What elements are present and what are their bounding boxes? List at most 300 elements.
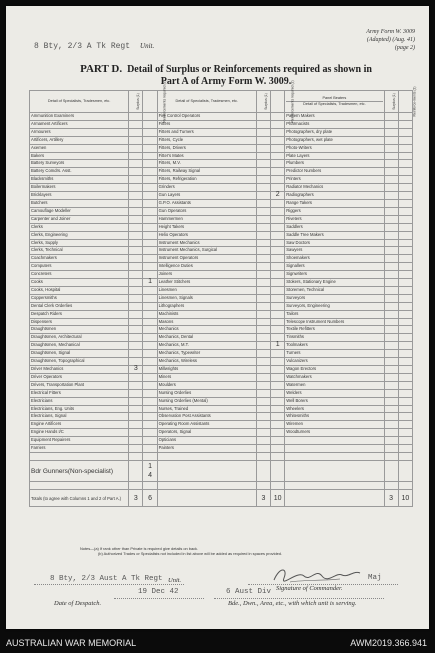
- surplus-value: [384, 366, 398, 374]
- specialist-name: Wiremen: [285, 421, 384, 429]
- specialist-name: Shoemakers: [285, 255, 384, 263]
- specialist-name: Engine Artificers: [30, 421, 129, 429]
- reinforcement-value: [271, 302, 285, 310]
- table-row: [30, 247, 413, 255]
- reinforcement-value: [143, 168, 157, 176]
- specialist-name: Watchmakers: [285, 373, 384, 381]
- surplus-value: [256, 389, 270, 397]
- table-row: [30, 271, 413, 279]
- surplus-value: [129, 255, 143, 263]
- form-ref-line3: (page 2): [394, 45, 415, 51]
- reinforcement-value: [271, 358, 285, 366]
- surplus-value: [129, 271, 143, 279]
- surplus-value: [384, 437, 398, 445]
- reinforcement-value: [398, 279, 412, 287]
- reinforcement-value: [143, 421, 157, 429]
- reinforcement-value: [271, 286, 285, 294]
- table-row: [30, 445, 413, 453]
- specialist-name: Concreters: [30, 271, 129, 279]
- empty-cell: [256, 482, 270, 490]
- footer-right: AWM2019.366.941: [350, 638, 427, 648]
- reinforcement-value: [271, 271, 285, 279]
- reinforcement-value: [271, 231, 285, 239]
- empty-cell: [30, 452, 129, 460]
- empty-cell: [30, 482, 129, 490]
- surplus-value: [129, 334, 143, 342]
- surplus-value: [256, 294, 270, 302]
- reinforcement-value: [271, 160, 285, 168]
- reinforcement-value: [398, 334, 412, 342]
- specialist-name: Predictor Numbers: [285, 168, 384, 176]
- table-row: [30, 358, 413, 366]
- reinforcement-value: [398, 144, 412, 152]
- reinforcement-value: [398, 318, 412, 326]
- surplus-value: [256, 318, 270, 326]
- table-row: [30, 128, 413, 136]
- surplus-value: [129, 326, 143, 334]
- specialist-name: Signwriters: [285, 271, 384, 279]
- surplus-value: [129, 445, 143, 453]
- reinforcement-value: [271, 437, 285, 445]
- specialist-name: Operating Room Assistants: [157, 421, 256, 429]
- reinforcement-value: [271, 120, 285, 128]
- reinforcement-value: [143, 215, 157, 223]
- reinforcement-value: [398, 381, 412, 389]
- specialist-name: Artificers, Artillery: [30, 136, 129, 144]
- reinforcement-value: [271, 381, 285, 389]
- surplus-value: [384, 413, 398, 421]
- surplus-value: [384, 445, 398, 453]
- empty-cell: [256, 461, 270, 482]
- surplus-value: [256, 350, 270, 358]
- specialist-name: Turners: [285, 350, 384, 358]
- surplus-value: [384, 192, 398, 200]
- reinforcement-value: [143, 113, 157, 121]
- specialist-name: Saddlers: [285, 223, 384, 231]
- reinforcement-value: [271, 279, 285, 287]
- specialist-name: Tinsmiths: [285, 334, 384, 342]
- specialist-name: G.P.O. Assistants: [157, 199, 256, 207]
- surplus-value: 3: [129, 366, 143, 374]
- reinforcement-value: [398, 120, 412, 128]
- surplus-value: [256, 286, 270, 294]
- specialist-name: Driver Operators: [30, 373, 129, 381]
- title-line2: Part A of Army Form W. 3009.: [160, 76, 292, 87]
- surplus-value: [256, 120, 270, 128]
- surplus-value: [384, 405, 398, 413]
- surplus-value: [129, 223, 143, 231]
- specialist-name: Sawyers: [285, 247, 384, 255]
- surplus-value: [129, 136, 143, 144]
- surplus-value: [384, 144, 398, 152]
- specialist-name: Draughtsmen, Topographical: [30, 358, 129, 366]
- surplus-value: [256, 160, 270, 168]
- empty-cell: [129, 482, 143, 490]
- bdr-value: 1: [148, 463, 152, 471]
- unit-line: [34, 41, 154, 51]
- reinforcement-value: [271, 263, 285, 271]
- table-row: [30, 350, 413, 358]
- surplus-value: [256, 413, 270, 421]
- reinforcement-value: [271, 239, 285, 247]
- specialist-name: Mechanics, Dental: [157, 334, 256, 342]
- specialist-name: Armament Artificers: [30, 120, 129, 128]
- reinforcement-value: [143, 160, 157, 168]
- table-row: [30, 160, 413, 168]
- specialist-name: Nurses, Trained: [157, 405, 256, 413]
- specialist-name: Woodturners: [285, 429, 384, 437]
- surplus-value: [384, 176, 398, 184]
- reinforcement-value: [398, 152, 412, 160]
- surplus-value: [129, 120, 143, 128]
- reinforcement-value: [398, 373, 412, 381]
- reinforcement-value: [143, 120, 157, 128]
- reinforcement-value: [398, 326, 412, 334]
- reinforcement-value: [398, 263, 412, 271]
- surplus-value: [384, 421, 398, 429]
- specialist-name: Tailors: [285, 310, 384, 318]
- table-row: [30, 231, 413, 239]
- specialist-name: Dispensers: [30, 318, 129, 326]
- reinforcement-value: [398, 350, 412, 358]
- specialist-name: Photographers, dry plate: [285, 128, 384, 136]
- reinforcement-value: [398, 168, 412, 176]
- specialist-name: Fitters, M.V.: [157, 160, 256, 168]
- reinforcement-value: [271, 215, 285, 223]
- specialist-name: Mechanics: [157, 326, 256, 334]
- table-body: [30, 113, 413, 507]
- reinforcement-value: [271, 223, 285, 231]
- surplus-value: [256, 271, 270, 279]
- surplus-value: [384, 160, 398, 168]
- reinforcement-value: [271, 255, 285, 263]
- reinforcement-value: [271, 445, 285, 453]
- reinforcement-value: [271, 397, 285, 405]
- specialist-name: Printers: [285, 176, 384, 184]
- specialist-name: Electricians: [30, 397, 129, 405]
- surplus-value: [129, 413, 143, 421]
- specialist-name: Fitters, Cycle: [157, 136, 256, 144]
- reinforcement-value: [271, 318, 285, 326]
- surplus-value: [384, 326, 398, 334]
- surplus-value: [256, 223, 270, 231]
- table-row: [30, 334, 413, 342]
- unit-label: Unit.: [140, 42, 155, 50]
- specialist-name: Butchers: [30, 199, 129, 207]
- specialist-name: Vulcanizers: [285, 358, 384, 366]
- reinforcement-value: [271, 405, 285, 413]
- surplus-value: [384, 239, 398, 247]
- surplus-value: [384, 310, 398, 318]
- reinforcement-value: [143, 192, 157, 200]
- reinforcement-value: [398, 310, 412, 318]
- reinforcement-value: [143, 144, 157, 152]
- form-ref-line1: Army Form W. 3009: [366, 29, 415, 35]
- surplus-value: [256, 263, 270, 271]
- surplus-value: [384, 358, 398, 366]
- signature-block: [18, 562, 418, 612]
- unit-value: 8 Bty, 2/3 A Tk Regt: [34, 42, 131, 51]
- table-row: [30, 223, 413, 231]
- table-row: [30, 318, 413, 326]
- reinforcement-value: [398, 294, 412, 302]
- surplus-value: [384, 286, 398, 294]
- specialist-name: Radiator Mechanics: [285, 184, 384, 192]
- surplus-value: [384, 334, 398, 342]
- surplus-value: [129, 389, 143, 397]
- specialist-name: Painters: [157, 445, 256, 453]
- surplus-value: [256, 381, 270, 389]
- surplus-value: [129, 215, 143, 223]
- reinforcement-value: [271, 429, 285, 437]
- table-header-row: [30, 91, 413, 113]
- reinforcement-value: [271, 128, 285, 136]
- surplus-value: [129, 207, 143, 215]
- total-surplus: 3: [256, 490, 270, 507]
- specialist-name: Computers: [30, 263, 129, 271]
- reinforcement-value: [398, 160, 412, 168]
- specialist-name: Intelligence Duties: [157, 263, 256, 271]
- reinforcement-value: [398, 421, 412, 429]
- surplus-value: [256, 405, 270, 413]
- specialist-name: Bricklayers: [30, 192, 129, 200]
- empty-cell: [157, 490, 256, 507]
- title-line1: Detail of Surplus or Reinforcements required as shown in: [127, 64, 372, 75]
- reinforcement-value: [398, 128, 412, 136]
- surplus-value: [256, 176, 270, 184]
- table-row: [30, 279, 413, 287]
- specialist-name: Clerks, Engineering: [30, 231, 129, 239]
- reinforcement-value: [271, 144, 285, 152]
- surplus-value: [384, 231, 398, 239]
- surplus-value: [384, 318, 398, 326]
- surplus-value: [256, 334, 270, 342]
- surplus-value: [384, 342, 398, 350]
- reinforcement-value: [143, 286, 157, 294]
- reinforcement-value: [143, 429, 157, 437]
- surplus-value: [256, 366, 270, 374]
- surplus-value: [129, 302, 143, 310]
- specialist-name: Photographers, wet plate: [285, 136, 384, 144]
- specialist-name: Plumbers: [285, 160, 384, 168]
- surplus-value: [256, 136, 270, 144]
- total-reinforcement: 6: [143, 490, 157, 507]
- reinforcement-value: [271, 413, 285, 421]
- reinforcement-value: [398, 342, 412, 350]
- totals-label: Totals (to agree with Columns 1 and 2 of Part A.): [30, 490, 129, 507]
- reinforcement-value: [271, 373, 285, 381]
- total-reinforcement: 10: [271, 490, 285, 507]
- reinforcement-value: [398, 358, 412, 366]
- surplus-value: [256, 279, 270, 287]
- header-specialists-1: Detail of Specialists, Tradesmen, etc.: [30, 91, 129, 113]
- empty-cell: [384, 482, 398, 490]
- reinforcement-value: 1: [271, 342, 285, 350]
- reinforcement-value: 1: [143, 279, 157, 287]
- reinforcement-value: [271, 113, 285, 121]
- specialist-name: Mechanics, Typewriter: [157, 350, 256, 358]
- header-surplus-3: Surplus (1): [384, 91, 398, 113]
- table-row: [30, 176, 413, 184]
- total-surplus: 3: [384, 490, 398, 507]
- specialist-name: Toolmakers: [285, 342, 384, 350]
- specialist-name: Helio Operators: [157, 231, 256, 239]
- surplus-value: [129, 397, 143, 405]
- specialist-name: [285, 445, 384, 453]
- reinforcement-value: [271, 389, 285, 397]
- reinforcement-value: [143, 326, 157, 334]
- specialist-name: Armourers: [30, 128, 129, 136]
- specialist-name: Carpenter and Joiner: [30, 215, 129, 223]
- surplus-value: [384, 247, 398, 255]
- specialist-name: Telescope Instrument Numbers: [285, 318, 384, 326]
- specialist-name: Gun Operators: [157, 207, 256, 215]
- empty-cell: [157, 482, 256, 490]
- reinforcement-value: [271, 366, 285, 374]
- reinforcement-value: [143, 350, 157, 358]
- empty-cell: [285, 452, 384, 460]
- header-specialists-2: Detail of Specialists, Tradesmen, etc.: [157, 91, 256, 113]
- specialist-name: Signallers: [285, 263, 384, 271]
- specialist-name: Storemen, Technical: [285, 286, 384, 294]
- specialist-name: Welders: [285, 389, 384, 397]
- surplus-value: [256, 239, 270, 247]
- reinforcement-value: [143, 199, 157, 207]
- specialist-name: Watermen: [285, 381, 384, 389]
- reinforcement-value: [143, 342, 157, 350]
- surplus-value: [129, 279, 143, 287]
- notes: [80, 546, 380, 556]
- specialist-name: Fitters and Turners: [157, 128, 256, 136]
- reinforcement-value: [398, 366, 412, 374]
- commander-signature: [270, 564, 365, 586]
- specialist-name: Coachmakers: [30, 255, 129, 263]
- specialist-name: Driver Mechanics: [30, 366, 129, 374]
- specialist-name: Wheelers: [285, 405, 384, 413]
- form-ref-line2: (Adapted) (Aug. 41): [366, 37, 415, 43]
- surplus-value: [384, 350, 398, 358]
- surplus-value: [384, 302, 398, 310]
- table-row: [30, 286, 413, 294]
- surplus-value: [129, 113, 143, 121]
- reinforcement-value: [143, 389, 157, 397]
- reinforcement-value: [143, 223, 157, 231]
- reinforcement-value: [143, 207, 157, 215]
- surplus-value: [384, 136, 398, 144]
- specialist-name: Mechanics, Wireless: [157, 358, 256, 366]
- surplus-value: [256, 326, 270, 334]
- surplus-value: [256, 429, 270, 437]
- specialist-name: Masons: [157, 318, 256, 326]
- surplus-value: [256, 247, 270, 255]
- specialist-name: Fitter's Mates: [157, 152, 256, 160]
- reinforcement-value: [271, 199, 285, 207]
- specialist-name: [285, 437, 384, 445]
- reinforcement-value: [143, 437, 157, 445]
- reinforcement-value: [271, 350, 285, 358]
- bde-typed: 6 Aust Div: [226, 588, 272, 596]
- specialist-name: Linesmen, Signals: [157, 294, 256, 302]
- surplus-value: [256, 199, 270, 207]
- surplus-value: [384, 294, 398, 302]
- empty-cell: [398, 482, 412, 490]
- specialist-name: Draughtsmen, Architectural: [30, 334, 129, 342]
- surplus-value: [256, 358, 270, 366]
- surplus-value: [256, 445, 270, 453]
- table-row: [30, 389, 413, 397]
- specialist-name: Despatch Riders: [30, 310, 129, 318]
- empty-cell: [271, 461, 285, 482]
- reinforcement-value: [398, 445, 412, 453]
- surplus-value: [129, 405, 143, 413]
- specialist-name: Plate Layers: [285, 152, 384, 160]
- specialist-name: Battery Comdrs. Asst.: [30, 168, 129, 176]
- table-row: [30, 239, 413, 247]
- part-label: PART D.: [80, 63, 123, 75]
- reinforcement-value: [143, 445, 157, 453]
- gunners-value: 4: [148, 472, 152, 480]
- reinforcement-value: [271, 207, 285, 215]
- table-row: [30, 263, 413, 271]
- specialist-name: Instrument Mechanics: [157, 239, 256, 247]
- note-b: (b) Authorized Trades or Specialists not included in list above will be added as required in spaces provided.: [98, 551, 283, 556]
- reinforcement-value: [398, 405, 412, 413]
- specialist-name: Pattern Makers: [285, 113, 384, 121]
- surplus-value: [129, 199, 143, 207]
- specialist-name: Opticians: [157, 437, 256, 445]
- specialist-name: Ammunition Examiners: [30, 113, 129, 121]
- reinforcement-value: [143, 247, 157, 255]
- reinforcement-value: [271, 294, 285, 302]
- surplus-value: [129, 176, 143, 184]
- reinforcement-value: [143, 318, 157, 326]
- reinforcement-value: [143, 302, 157, 310]
- surplus-value: [129, 144, 143, 152]
- surplus-value: [256, 113, 270, 121]
- reinforcement-value: [271, 421, 285, 429]
- specialist-name: Surveyors, Engineering: [285, 302, 384, 310]
- specialist-name: Fitters: [157, 120, 256, 128]
- reinforcement-value: [143, 136, 157, 144]
- specialist-name: Equipment Repairers: [30, 437, 129, 445]
- reinforcement-value: [143, 405, 157, 413]
- surplus-value: [256, 302, 270, 310]
- specialist-name: Saw Doctors: [285, 239, 384, 247]
- specialist-name: Operators, Signal: [157, 429, 256, 437]
- reinforcement-value: [271, 152, 285, 160]
- specialist-name: Fitters, Drivers: [157, 144, 256, 152]
- reinforcement-value: [398, 437, 412, 445]
- table-row: [30, 405, 413, 413]
- surplus-value: [129, 429, 143, 437]
- reinforcement-value: [143, 128, 157, 136]
- table-row: [30, 373, 413, 381]
- surplus-value: [384, 184, 398, 192]
- specialist-name: Nursing Orderlies (Mental): [157, 397, 256, 405]
- surplus-value: [256, 192, 270, 200]
- surplus-value: [256, 342, 270, 350]
- reinforcement-value: [271, 247, 285, 255]
- table-row: [30, 215, 413, 223]
- specialist-name: Draughtsmen, Signal: [30, 350, 129, 358]
- specialist-name: Whitesmiths: [285, 413, 384, 421]
- reinforcement-value: [143, 255, 157, 263]
- surplus-value: [384, 255, 398, 263]
- specialist-name: Engine Hands I/C: [30, 429, 129, 437]
- header-surplus-2: Surplus (1): [256, 91, 270, 113]
- surplus-value: [256, 373, 270, 381]
- empty-cell: [157, 461, 256, 482]
